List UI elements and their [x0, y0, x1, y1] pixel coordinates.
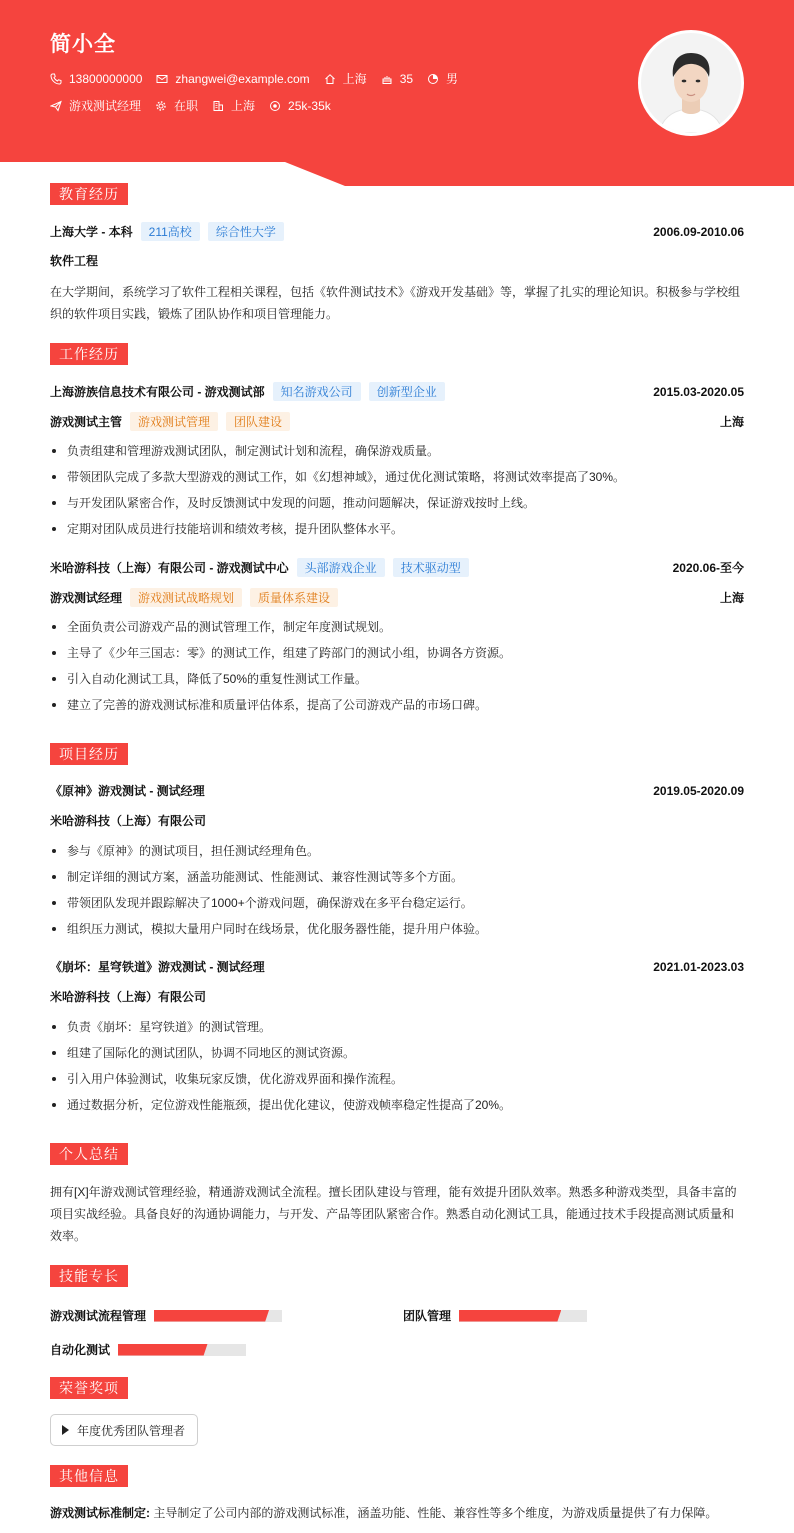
section-title-other: 其他信息: [50, 1465, 128, 1487]
list-item: 建立了完善的游戏测试标准和质量评估体系，提高了公司游戏产品的市场口碑。: [50, 692, 744, 718]
project-title: 《原神》游戏测试 - 测试经理: [50, 784, 205, 798]
section-awards: [50, 1377, 128, 1399]
list-item: 组织压力测试，模拟大量用户同时在线场景，优化服务器性能，提升用户体验。: [50, 916, 744, 942]
section-title-education: 教育经历: [50, 183, 128, 205]
list-item: 定期对团队成员进行技能培训和绩效考核，提升团队整体水平。: [50, 516, 744, 542]
list-item: 负责组建和管理游戏测试团队，制定测试计划和流程，确保游戏质量。: [50, 438, 744, 464]
summary-text: 拥有[X]年游戏测试管理经验，精通游戏测试全流程。擅长团队建设与管理，能有效提升团队效率。熟悉多种游戏类型，具备丰富的项目实战经验。具备良好的沟通协调能力，与开发、产品等团队紧密合作。熟悉自动化测试工具，能通过技术手段提高测试质量和效率。: [50, 1185, 737, 1243]
role-title: 游戏测试主管: [50, 415, 123, 429]
award-item[interactable]: [50, 1414, 198, 1446]
salary-item: [269, 99, 331, 113]
project-bullets: [50, 838, 744, 942]
avatar: [638, 30, 744, 136]
company-tag: 头部游戏企业: [297, 558, 385, 577]
major: 软件工程: [50, 254, 99, 268]
list-item: 带领团队完成了多款大型游戏的测试工作，如《幻想神域》，通过优化测试策略，将测试效率提高了30%。: [50, 464, 744, 490]
company-name: 上海游族信息技术有限公司 - 游戏测试部: [50, 385, 265, 399]
home-icon: [324, 73, 336, 85]
project-header: [50, 782, 744, 799]
gender-icon: [427, 73, 439, 85]
position-item: [50, 97, 141, 114]
section-other: [50, 1465, 128, 1487]
phone-icon: [50, 73, 62, 85]
education-date: 2006.09-2010.06: [653, 224, 744, 239]
phone-value: 13800000000: [69, 71, 143, 86]
age-item: [381, 72, 413, 86]
skill-name: 游戏测试流程管理: [50, 1309, 147, 1323]
send-icon: [50, 100, 62, 112]
other-info: [50, 1504, 717, 1521]
skill-item: [403, 1307, 587, 1324]
other-text: 主导制定了公司内部的游戏测试标准，涵盖功能、性能、兼容性等多个维度，为游戏质量提供了有力保障。: [153, 1506, 718, 1520]
award-label: 年度优秀团队管理者: [77, 1423, 186, 1438]
project-header: [50, 958, 744, 975]
role-tag: 团队建设: [226, 412, 290, 431]
coin-icon: [269, 100, 281, 112]
list-item: 引入自动化测试工具，降低了50%的重复性测试工作量。: [50, 666, 744, 692]
role-tag: 游戏测试战略规划: [130, 588, 242, 607]
gender-item: [427, 70, 458, 87]
project-date: 2019.05-2020.09: [653, 783, 744, 798]
education-header: [50, 222, 744, 241]
school-tag: 211高校: [141, 222, 200, 241]
work-company-row: [50, 382, 744, 401]
cake-icon: [381, 73, 393, 85]
contact-row: [50, 70, 472, 87]
education-major-row: [50, 252, 744, 269]
skill-item: [50, 1341, 246, 1358]
salary-value: 25k-35k: [288, 98, 331, 113]
school-tag: 综合性大学: [208, 222, 284, 241]
work-bullets: [50, 614, 744, 718]
section-divider: [50, 1276, 744, 1277]
skill-bar: [118, 1344, 246, 1356]
company-tag: 技术驱动型: [393, 558, 469, 577]
section-title-summary: 个人总结: [50, 1143, 128, 1165]
job-intent-row: [50, 97, 345, 114]
work-role-row: [50, 588, 744, 607]
skill-bar-fill: [459, 1310, 561, 1322]
project-company-row: [50, 812, 744, 829]
role-tag: 质量体系建设: [250, 588, 338, 607]
gender-value: 男: [446, 72, 459, 86]
list-item: 组建了国际化的测试团队，协调不同地区的测试资源。: [50, 1040, 744, 1066]
work-bullets: [50, 438, 744, 542]
list-item: 负责《崩坏：星穹铁道》的测试管理。: [50, 1014, 744, 1040]
work-location: 上海: [719, 591, 744, 605]
project-bullets: [50, 1014, 744, 1118]
list-item: 全面负责公司游戏产品的测试管理工作，制定年度测试规划。: [50, 614, 744, 640]
section-work: [50, 343, 128, 365]
section-skills: [50, 1265, 128, 1287]
project-company: 米哈游科技（上海）有限公司: [50, 814, 207, 828]
section-title-awards: 荣誉奖项: [50, 1377, 128, 1399]
section-education: [50, 183, 128, 205]
section-title-skills: 技能专长: [50, 1265, 128, 1287]
section-divider: [50, 1154, 744, 1155]
email-item: [156, 72, 309, 86]
email-value: zhangwei@example.com: [175, 71, 310, 86]
skill-bar: [459, 1310, 587, 1322]
status-value: 在职: [174, 99, 199, 113]
gear-icon: [155, 100, 167, 112]
project-date: 2021.01-2023.03: [653, 959, 744, 974]
section-divider: [50, 754, 744, 755]
section-projects: [50, 743, 128, 765]
section-divider: [50, 194, 744, 195]
section-title-projects: 项目经历: [50, 743, 128, 765]
work-date: 2015.03-2020.05: [653, 384, 744, 399]
candidate-name: 简小全: [50, 33, 116, 56]
role-tag: 游戏测试管理: [130, 412, 218, 431]
project-company-row: [50, 988, 744, 1005]
work-date: 2020.06-至今: [672, 561, 744, 575]
work-location: 上海: [719, 415, 744, 429]
skill-name: 自动化测试: [50, 1343, 111, 1357]
list-item: 引入用户体验测试，收集玩家反馈，优化游戏界面和操作流程。: [50, 1066, 744, 1092]
status-item: [155, 97, 198, 114]
play-icon: [62, 1425, 69, 1435]
skill-bar-fill: [154, 1310, 269, 1322]
education-description: 在大学期间，系统学习了软件工程相关课程，包括《软件测试技术》《游戏开发基础》等，掌握了扎实的理论知识。积极参与学校组织的软件项目实践，锻炼了团队协作和项目管理能力。: [50, 285, 741, 321]
section-title-work: 工作经历: [50, 343, 128, 365]
work-role-row: [50, 412, 744, 431]
skill-bar: [154, 1310, 282, 1322]
section-summary: [50, 1143, 128, 1165]
resume-header: [0, 0, 794, 186]
other-label: 游戏测试标准制定:: [50, 1506, 150, 1520]
role-title: 游戏测试经理: [50, 591, 123, 605]
email-icon: [156, 73, 168, 85]
project-company: 米哈游科技（上海）有限公司: [50, 990, 207, 1004]
target-city-item: [212, 97, 255, 114]
list-item: 参与《原神》的测试项目，担任测试经理角色。: [50, 838, 744, 864]
company-tag: 知名游戏公司: [273, 382, 361, 401]
list-item: 制定详细的测试方案，涵盖功能测试、性能测试、兼容性测试等多个方面。: [50, 864, 744, 890]
building-icon: [212, 100, 224, 112]
skill-bar-fill: [118, 1344, 208, 1356]
section-divider: [50, 1476, 744, 1477]
city-item: [324, 70, 367, 87]
list-item: 带领团队发现并跟踪解决了1000+个游戏问题，确保游戏在多平台稳定运行。: [50, 890, 744, 916]
target-city-value: 上海: [231, 99, 256, 113]
project-title: 《崩坏：星穹铁道》游戏测试 - 测试经理: [50, 960, 265, 974]
avatar-portrait: [641, 33, 741, 133]
city-value: 上海: [342, 72, 367, 86]
skill-item: [50, 1307, 282, 1324]
age-value: 35: [399, 71, 414, 86]
skill-name: 团队管理: [403, 1309, 452, 1323]
company-name: 米哈游科技（上海）有限公司 - 游戏测试中心: [50, 561, 289, 575]
list-item: 与开发团队紧密合作，及时反馈测试中发现的问题，推动问题解决，保证游戏按时上线。: [50, 490, 744, 516]
work-company-row: [50, 558, 744, 577]
section-divider: [50, 354, 744, 355]
list-item: 通过数据分析，定位游戏性能瓶颈，提出优化建议，使游戏帧率稳定性提高了20%。: [50, 1092, 744, 1118]
section-divider: [50, 1388, 744, 1389]
school-name: 上海大学 - 本科: [50, 225, 133, 239]
position-value: 游戏测试经理: [69, 99, 142, 113]
list-item: 主导了《少年三国志：零》的测试工作，组建了跨部门的测试小组，协调各方资源。: [50, 640, 744, 666]
phone-item: [50, 72, 142, 86]
company-tag: 创新型企业: [369, 382, 445, 401]
